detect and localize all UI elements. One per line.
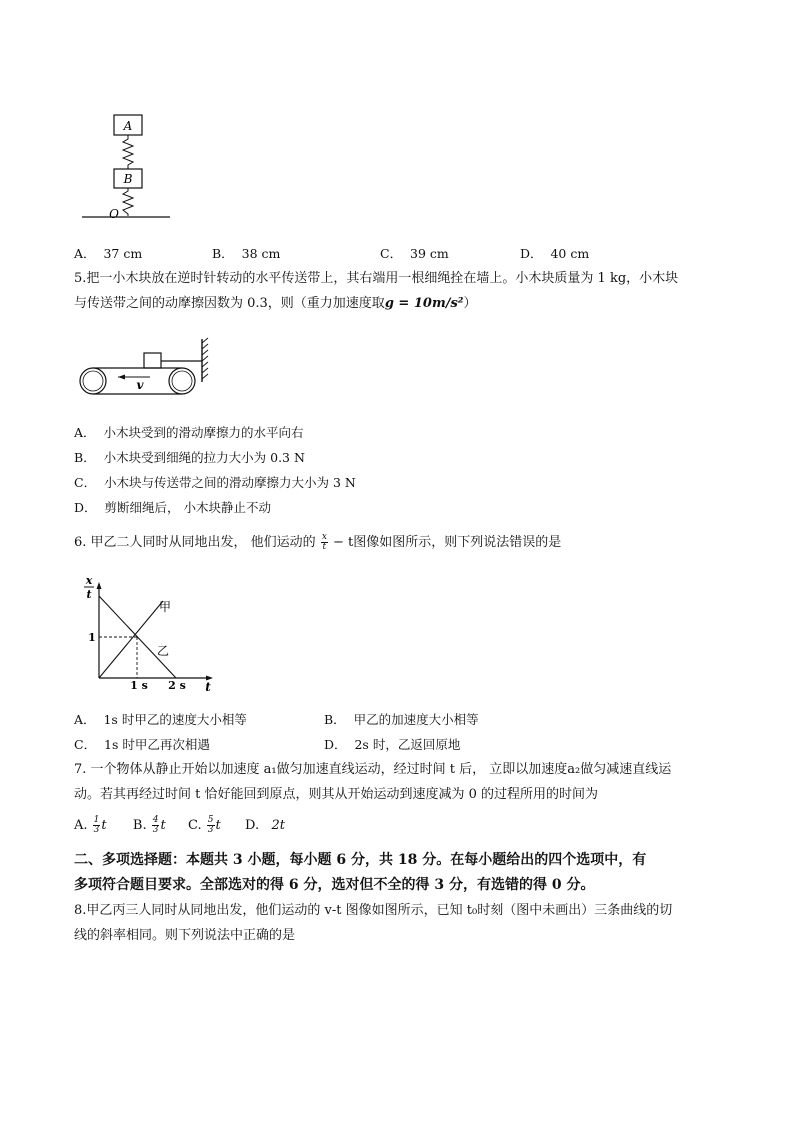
q7-option-d: [245, 818, 285, 833]
option-letter: D.: [245, 818, 260, 833]
option-text: 38 cm: [241, 246, 281, 261]
q4-option-b: [212, 245, 280, 263]
frac-numerator: 4: [152, 815, 159, 825]
q5-stem-line1: 5.把一小木块放在逆时针转动的水平传送带上，其右端用一根细绳拴在墙上。小木块质量为 1 kg，小木块: [74, 271, 679, 286]
q8-stem-line1: 8.甲乙丙三人同时从同地出发，他们运动的 v-t 图像如图所示，已知 t₀时刻（图中未画出）三条曲线的切: [74, 903, 673, 918]
wall-hatch: [202, 338, 208, 379]
section2-heading-line1: 二、多项选择题：本题共 3 小题，每小题 6 分，共 18 分。在每小题给出的四个选项中，有: [74, 852, 647, 868]
section2-heading-line2: 多项符合题目要求。全部选对的得 6 分，选对但不全的得 3 分，有选错的得 0 分。: [74, 877, 595, 893]
option-letter: D．: [324, 737, 347, 752]
q5-stem-text: 与传送带之间的动摩擦因数为 0.3，则（重力加速度取: [74, 296, 385, 311]
option-text: 2s 时，乙返回原地: [354, 737, 461, 752]
option-letter: B．: [324, 712, 346, 727]
q7-options: [74, 815, 285, 837]
option-text: 39 cm: [410, 246, 449, 261]
option-letter: A．: [74, 425, 96, 440]
q6-stem-fraction: [321, 533, 328, 552]
option-var: t: [101, 818, 107, 833]
q5-option-a: [74, 424, 304, 442]
q5-stem-close: ）: [463, 296, 477, 311]
block-b-label: B: [123, 172, 133, 186]
frac-denominator: 3: [93, 825, 100, 835]
q5-option-b: [74, 449, 305, 467]
option-letter: B.: [132, 818, 147, 833]
q6-stem-text-2: − t图像如图所示，则下列说法错误的是: [328, 535, 562, 550]
q5-gravity-value: g = 10m/s²: [384, 296, 464, 311]
option-text: 小木块与传送带之间的滑动摩擦力大小为 3 N: [104, 475, 356, 490]
option-var: t: [160, 818, 166, 833]
option-text: 小木块受到细绳的拉力大小为 0.3 N: [103, 450, 305, 465]
q6-stem-text: 6. 甲乙二人同时从同地出发， 他们运动的: [74, 535, 316, 550]
q6-option-d: [324, 736, 460, 754]
option-letter: C．: [74, 475, 97, 490]
graph-y-label-den: t: [86, 588, 92, 601]
option-text: 40 cm: [550, 246, 590, 261]
block-a-label: A: [123, 119, 133, 133]
label-jia: 甲: [159, 600, 172, 614]
x-tick-1s: 1 s: [130, 679, 148, 692]
option-letter: C．: [380, 246, 403, 261]
option-text: 1s 时甲乙的速度大小相等: [103, 712, 247, 727]
q6-option-b: [324, 711, 479, 729]
option-text: 剪断细绳后， 小木块静止不动: [104, 500, 271, 515]
option-letter: B．: [74, 450, 96, 465]
q4-option-a: [74, 245, 142, 263]
option-letter: D．: [74, 500, 97, 515]
wooden-block: [144, 353, 161, 368]
q6-option-a: [74, 711, 247, 729]
option-letter: A.: [74, 818, 88, 833]
left-roller: [80, 368, 106, 394]
q7-stem-line1: 7. 一个物体从静止开始以加速度 a₁做匀加速直线运动，经过时间 t 后， 立即以加速度a₂做匀减速直线运: [74, 762, 672, 777]
option-fraction: [152, 816, 160, 835]
option-var: t: [215, 818, 221, 833]
graph-x-label: t: [205, 680, 211, 694]
q5-stem-line2: [74, 295, 476, 313]
conveyor-belt-figure: [78, 337, 213, 399]
spring-upper: [123, 135, 133, 169]
option-text: 小木块受到的滑动摩擦力的水平向右: [103, 425, 304, 440]
y-tick-1: 1: [88, 631, 96, 644]
q6-option-c: [74, 736, 210, 754]
option-fraction: [207, 816, 215, 835]
option-letter: C．: [74, 737, 97, 752]
frac-numerator: 5: [207, 815, 214, 825]
option-fraction: [93, 816, 101, 835]
q8-stem-line2: 线的斜率相同。则下列说法中正确的是: [74, 928, 296, 943]
q4-option-d: [520, 245, 589, 263]
label-yi: 乙: [157, 644, 170, 658]
graph-y-label-num: x: [85, 574, 93, 587]
option-letter: A．: [74, 246, 96, 261]
line-jia: [99, 601, 163, 678]
q5-option-d: [74, 499, 271, 517]
q5-option-c: [74, 474, 356, 492]
frac-denominator: t: [322, 542, 327, 552]
right-roller: [169, 368, 195, 394]
q7-option-a: [74, 815, 107, 835]
q6-xt-graph: [80, 574, 220, 694]
origin-label: O: [109, 207, 119, 221]
option-text: 2t: [271, 818, 286, 833]
frac-denominator: 3: [207, 825, 214, 835]
q7-option-b: [132, 815, 166, 835]
q4-option-c: [380, 245, 449, 263]
q7-stem-line2: 动。若其再经过时间 t 恰好能回到原点，则其从开始运动到速度减为 0 的过程所用的时间为: [74, 787, 599, 802]
q6-stem: [74, 532, 561, 554]
velocity-label: v: [136, 378, 144, 392]
option-letter: B．: [212, 246, 234, 261]
option-text: 1s 时甲乙再次相遇: [104, 737, 210, 752]
option-letter: A．: [74, 712, 96, 727]
frac-numerator: 1: [93, 815, 100, 825]
q7-option-c: [188, 815, 221, 835]
frac-numerator: x: [321, 532, 327, 542]
spring-blocks-figure: [76, 110, 176, 225]
x-tick-2s: 2 s: [168, 679, 186, 692]
option-letter: D．: [520, 246, 543, 261]
option-text: 甲乙的加速度大小相等: [353, 712, 479, 727]
option-text: 37 cm: [103, 246, 143, 261]
option-letter: C.: [188, 818, 202, 833]
frac-denominator: 3: [152, 825, 159, 835]
spring-lower: [123, 188, 133, 216]
